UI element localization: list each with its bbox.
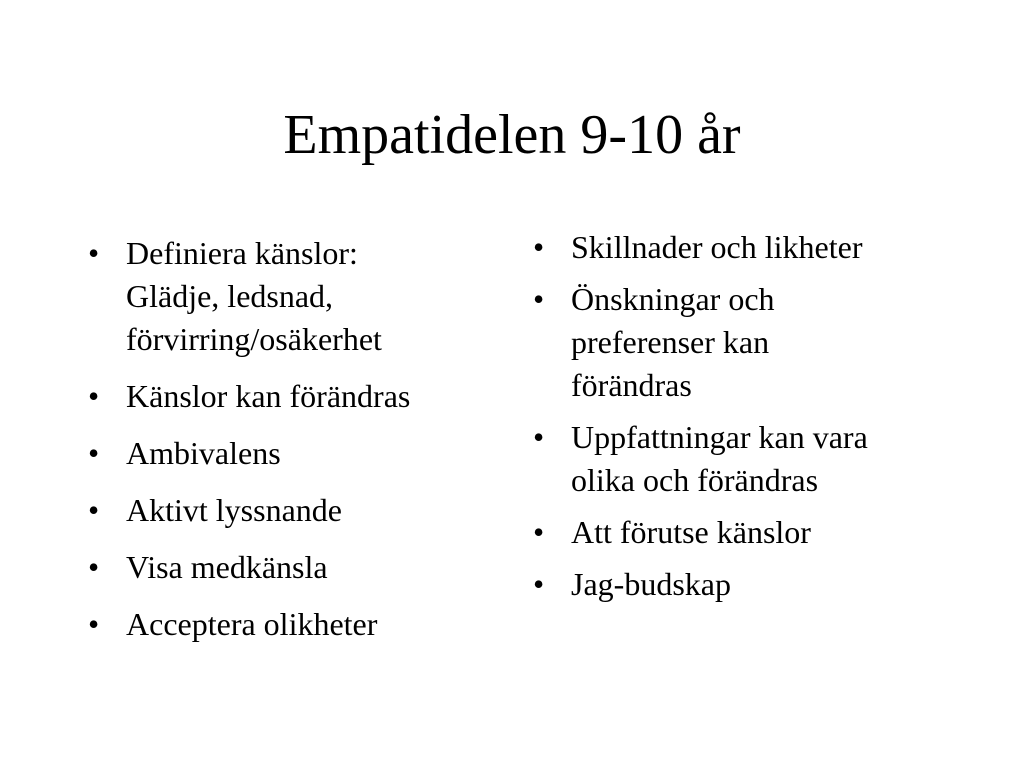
list-item-text: Aktivt lyssnande	[126, 492, 342, 528]
bullet-icon: •	[88, 549, 100, 585]
bullet-icon: •	[88, 606, 100, 642]
slide-title: Empatidelen 9-10 år	[283, 104, 741, 166]
list-item	[88, 375, 508, 418]
list-item	[533, 416, 953, 502]
list-item-text: Att förutse känslor	[571, 514, 811, 550]
list-item	[533, 278, 953, 407]
list-item	[88, 232, 508, 361]
right-bullet-list	[533, 226, 953, 615]
list-item-text: Uppfattningar kan vara olika och förändras	[571, 419, 868, 498]
bullet-icon: •	[88, 378, 100, 414]
bullet-icon: •	[88, 492, 100, 528]
list-item-text: Känslor kan förändras	[126, 378, 411, 414]
bullet-icon: •	[533, 419, 545, 455]
list-item	[88, 546, 508, 589]
left-bullet-list	[88, 232, 508, 660]
bullet-icon: •	[533, 514, 545, 550]
bullet-icon: •	[88, 435, 100, 471]
list-item	[533, 563, 953, 606]
list-item	[88, 603, 508, 646]
bullet-icon: •	[88, 235, 100, 271]
list-item-text: Önskningar och preferenser kan förändras	[571, 281, 775, 403]
list-item-text: Ambivalens	[126, 435, 281, 471]
list-item-text: Definiera känslor: Glädje, ledsnad, förvirring/osäkerhet	[126, 235, 382, 357]
bullet-icon: •	[533, 229, 545, 265]
bullet-icon: •	[533, 566, 545, 602]
list-item	[533, 226, 953, 269]
list-item-text: Visa medkänsla	[126, 549, 328, 585]
list-item	[88, 432, 508, 475]
list-item-text: Skillnader och likheter	[571, 229, 863, 265]
list-item-text: Jag-budskap	[571, 566, 731, 602]
list-item	[88, 489, 508, 532]
list-item	[533, 511, 953, 554]
list-item-text: Acceptera olikheter	[126, 606, 378, 642]
bullet-icon: •	[533, 281, 545, 317]
